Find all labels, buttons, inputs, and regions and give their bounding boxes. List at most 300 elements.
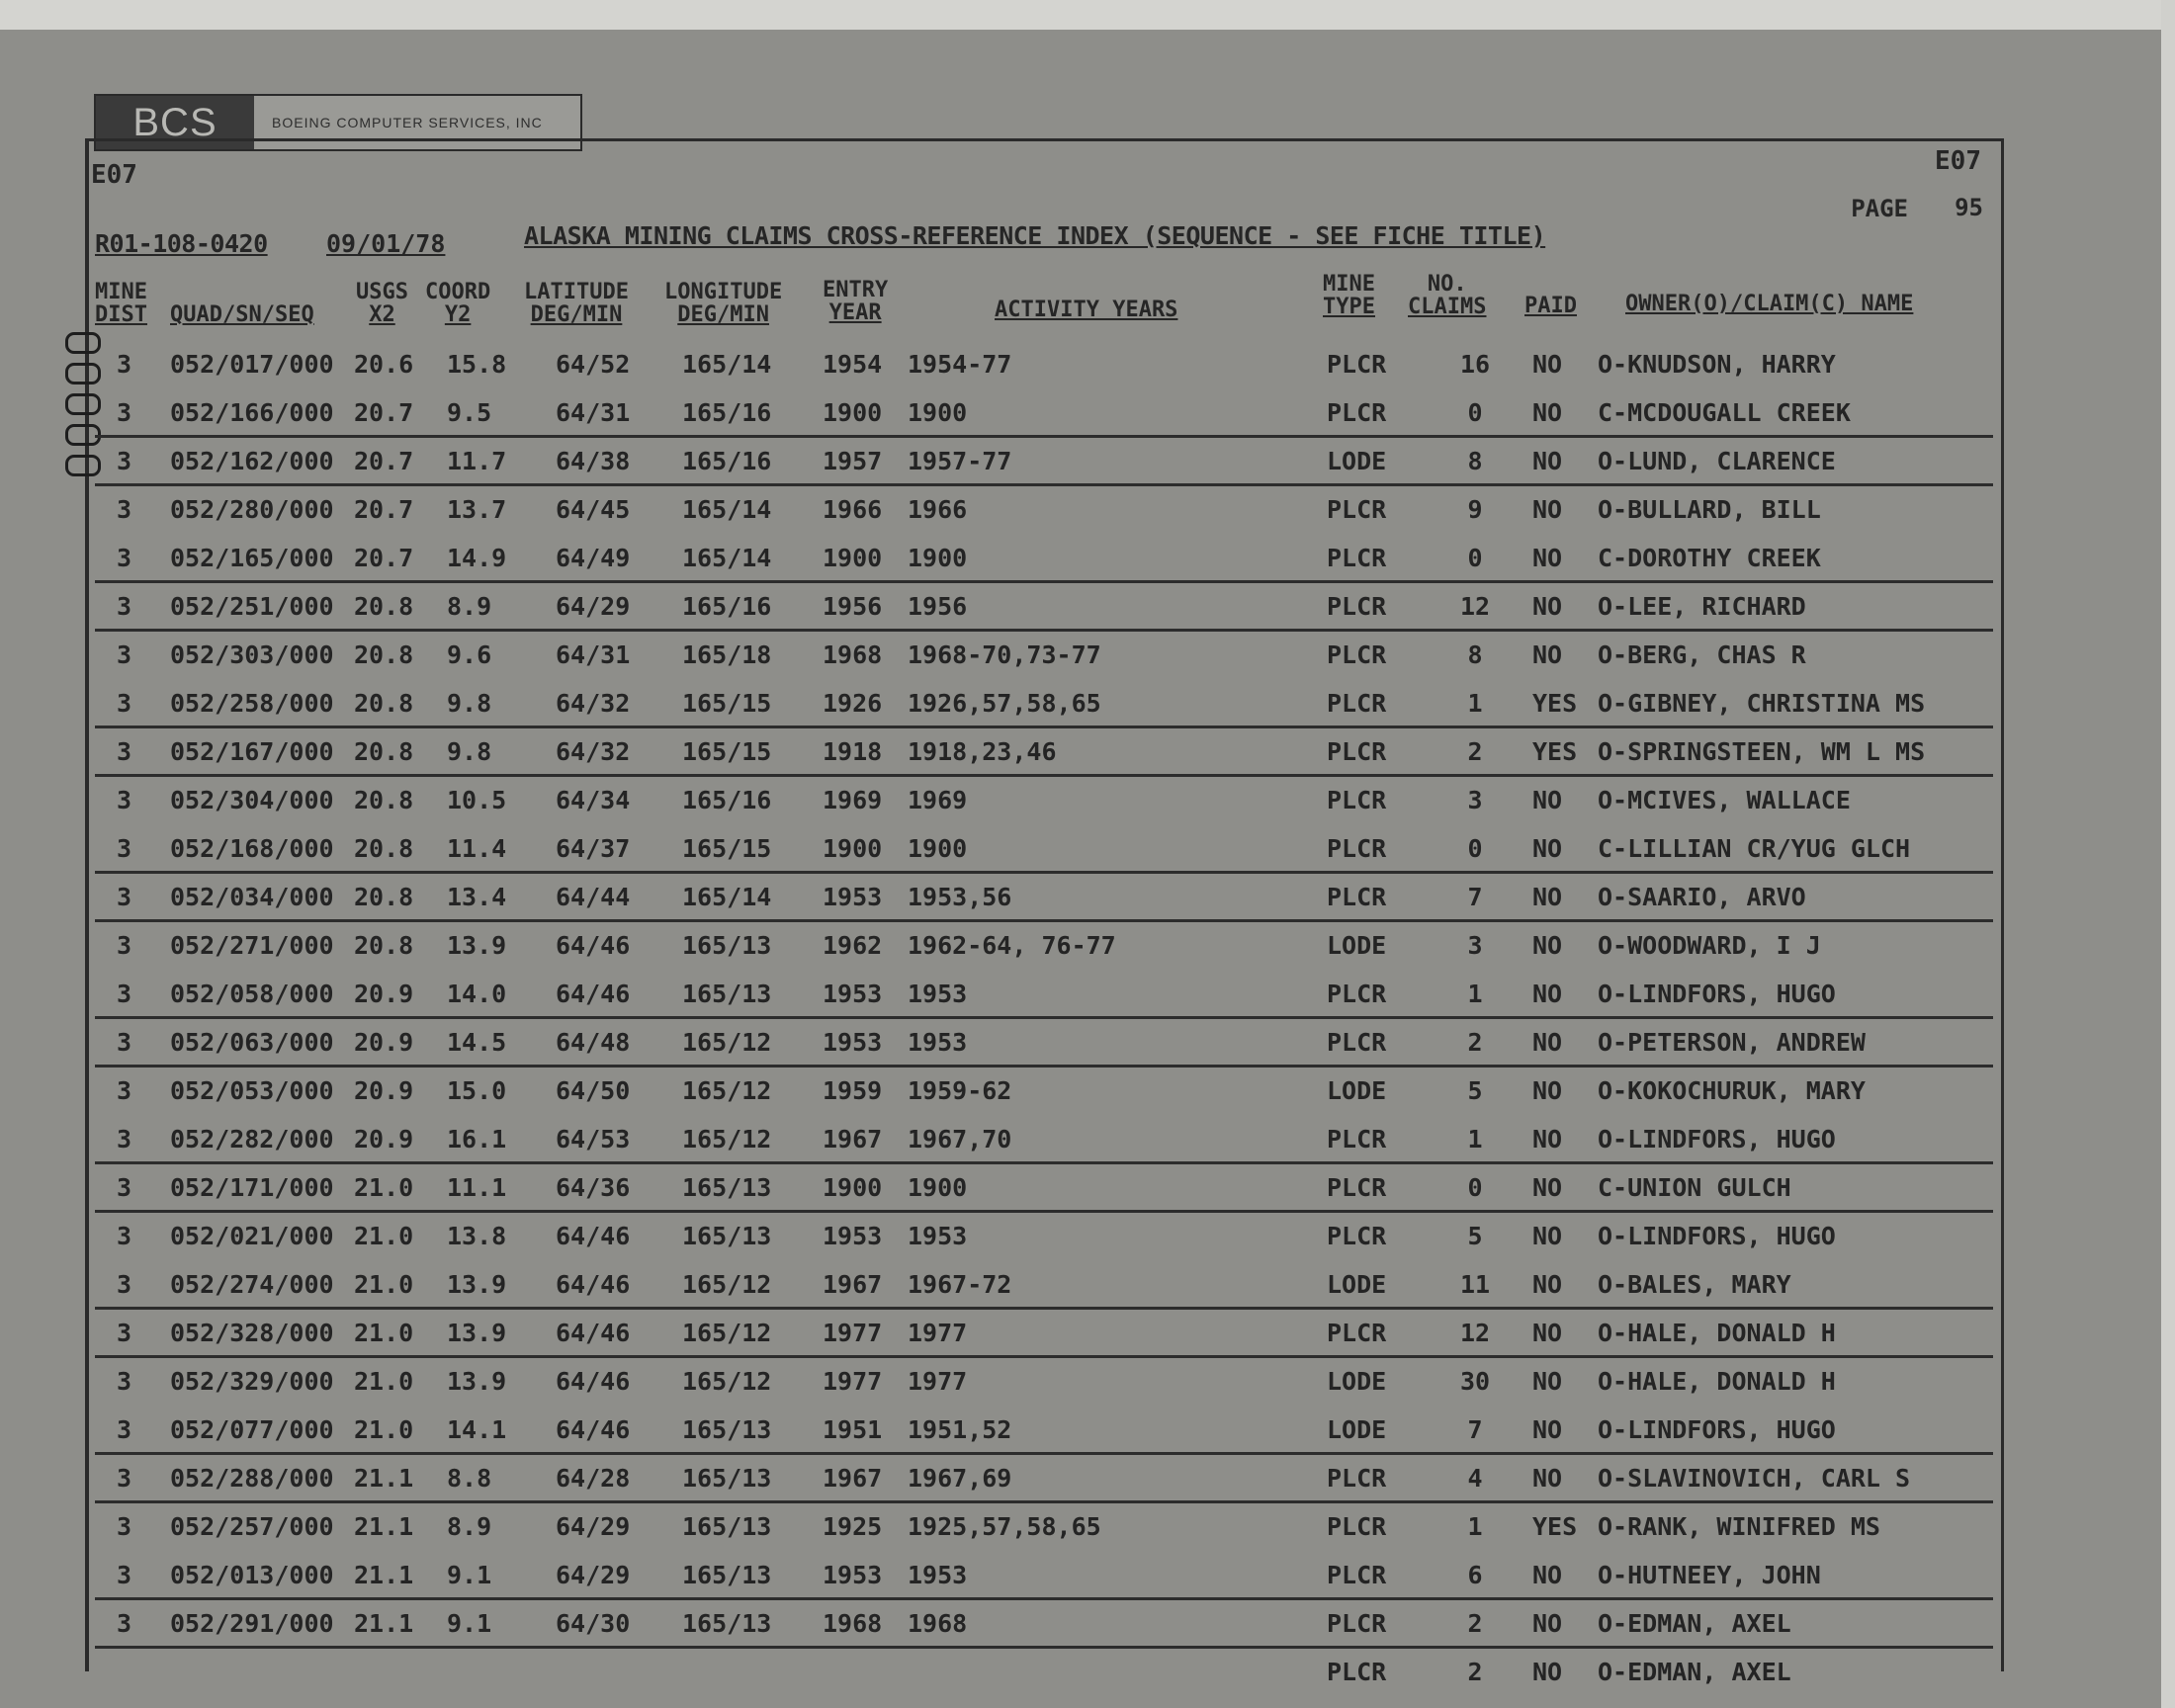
coord-y-cell: 10.5 [447, 786, 507, 814]
paid-cell: NO [1532, 544, 1563, 572]
quad-cell: 052/021/000 [170, 1222, 334, 1250]
owner-name-cell: C-DOROTHY CREEK [1598, 544, 1821, 572]
col-header-usgs-x: USGS X2 [356, 280, 408, 327]
usgs-x-cell: 20.8 [354, 834, 414, 863]
coord-y-cell: 8.9 [447, 592, 492, 621]
latitude-cell: 64/44 [556, 883, 631, 911]
col-header-owner: OWNER(O)/CLAIM(C) NAME [1625, 292, 1914, 316]
table-row [95, 1355, 1993, 1404]
usgs-x-cell: 21.1 [354, 1464, 414, 1493]
entry-year-cell: 1900 [823, 398, 883, 427]
claims-count-cell: 0 [1467, 398, 1483, 427]
coord-y-cell: 13.8 [447, 1222, 507, 1250]
mine-dist-cell: 3 [117, 1125, 132, 1153]
mine-type-cell: PLCR [1327, 834, 1387, 863]
entry-year-cell: 1969 [823, 786, 883, 814]
claims-count-cell: 0 [1467, 544, 1483, 572]
longitude-cell: 165/12 [682, 1319, 772, 1347]
owner-name-cell: O-MCIVES, WALLACE [1598, 786, 1851, 814]
coord-y-cell: 11.1 [447, 1173, 507, 1202]
coord-y-cell: 11.7 [447, 447, 507, 475]
owner-name-cell: O-PETERSON, ANDREW [1598, 1028, 1866, 1057]
latitude-cell: 64/32 [556, 689, 631, 718]
table-row [95, 1161, 1993, 1213]
coord-y-cell: 13.4 [447, 883, 507, 911]
claims-count-cell: 30 [1459, 1367, 1491, 1396]
coord-y-cell: 8.8 [447, 1464, 492, 1493]
table-row [95, 580, 1993, 632]
quad-cell: 052/288/000 [170, 1464, 334, 1493]
paid-cell: NO [1532, 883, 1563, 911]
paid-cell: NO [1532, 1125, 1563, 1153]
paid-cell: NO [1532, 786, 1563, 814]
usgs-x-cell: 20.7 [354, 398, 414, 427]
quad-cell: 052/013/000 [170, 1561, 334, 1589]
owner-name-cell: C-LILLIAN CR/YUG GLCH [1598, 834, 1911, 863]
table-row [95, 726, 1993, 777]
paid-cell: NO [1532, 1561, 1563, 1589]
owner-name-cell: O-KNUDSON, HARRY [1598, 350, 1836, 379]
mine-dist-cell: 3 [117, 495, 132, 524]
entry-year-cell: 1962 [823, 931, 883, 960]
activity-years-cell: 1968-70,73-77 [908, 640, 1101, 669]
film-edge-right [2161, 0, 2175, 1708]
activity-years-cell: 1925,57,58,65 [908, 1512, 1101, 1541]
table-row [95, 1597, 1993, 1649]
usgs-x-cell: 21.0 [354, 1173, 414, 1202]
activity-years-cell: 1966 [908, 495, 968, 524]
table-row [95, 483, 1993, 532]
longitude-cell: 165/12 [682, 1367, 772, 1396]
activity-years-cell: 1951,52 [908, 1415, 1012, 1444]
table-row [95, 871, 1993, 922]
longitude-cell: 165/12 [682, 1076, 772, 1105]
activity-years-cell: 1918,23,46 [908, 737, 1057, 766]
claims-count-cell: 1 [1467, 1125, 1483, 1153]
report-date: 09/01/78 [326, 229, 446, 258]
owner-name-cell: O-LINDFORS, HUGO [1598, 980, 1836, 1008]
table-row [95, 386, 1993, 438]
mine-type-cell: PLCR [1327, 1319, 1387, 1347]
mine-dist-cell: 3 [117, 1512, 132, 1541]
quad-cell: 052/282/000 [170, 1125, 334, 1153]
logo-mark: BCS [96, 96, 254, 149]
claims-count-cell: 8 [1467, 447, 1483, 475]
quad-cell: 052/251/000 [170, 592, 334, 621]
quad-cell: 052/329/000 [170, 1367, 334, 1396]
claims-count-cell: 2 [1467, 1658, 1483, 1686]
claims-count-cell: 5 [1467, 1222, 1483, 1250]
claims-count-cell: 2 [1467, 1028, 1483, 1057]
coord-y-cell: 13.9 [447, 1270, 507, 1299]
entry-year-cell: 1953 [823, 883, 883, 911]
paid-cell: YES [1532, 1512, 1578, 1541]
latitude-cell: 64/28 [556, 1464, 631, 1493]
entry-year-cell: 1967 [823, 1270, 883, 1299]
latitude-cell: 64/53 [556, 1125, 631, 1153]
longitude-cell: 165/14 [682, 883, 772, 911]
longitude-cell: 165/13 [682, 1415, 772, 1444]
quad-cell: 052/280/000 [170, 495, 334, 524]
owner-name-cell: O-LUND, CLARENCE [1598, 447, 1836, 475]
table-row [95, 1404, 1993, 1455]
paid-cell: NO [1532, 1028, 1563, 1057]
page-number: 95 [1955, 194, 1983, 221]
table-row [95, 1307, 1993, 1358]
mine-dist-cell: 3 [117, 1464, 132, 1493]
paid-cell: NO [1532, 1076, 1563, 1105]
mine-dist-cell: 3 [117, 592, 132, 621]
table-row [95, 677, 1993, 728]
entry-year-cell: 1953 [823, 1222, 883, 1250]
mine-dist-cell: 3 [117, 1173, 132, 1202]
entry-year-cell: 1954 [823, 350, 883, 379]
table-row [95, 1646, 1993, 1694]
usgs-x-cell: 20.8 [354, 737, 414, 766]
report-title: ALASKA MINING CLAIMS CROSS-REFERENCE INDEX (SEQUENCE - SEE FICHE TITLE) [524, 221, 1546, 250]
owner-name-cell: O-LINDFORS, HUGO [1598, 1125, 1836, 1153]
coord-y-cell: 9.1 [447, 1609, 492, 1638]
claims-count-cell: 12 [1459, 592, 1491, 621]
coord-y-cell: 14.1 [447, 1415, 507, 1444]
mine-type-cell: PLCR [1327, 1464, 1387, 1493]
owner-name-cell: O-KOKOCHURUK, MARY [1598, 1076, 1866, 1105]
mine-type-cell: PLCR [1327, 544, 1387, 572]
paid-cell: NO [1532, 1415, 1563, 1444]
activity-years-cell: 1900 [908, 398, 968, 427]
claims-count-cell: 8 [1467, 640, 1483, 669]
latitude-cell: 64/30 [556, 1609, 631, 1638]
usgs-x-cell: 20.8 [354, 689, 414, 718]
mine-dist-cell: 3 [117, 1561, 132, 1589]
mine-type-cell: PLCR [1327, 1561, 1387, 1589]
mine-dist-cell: 3 [117, 1609, 132, 1638]
col-header-entry-year: ENTRY YEAR [823, 278, 889, 325]
activity-years-cell: 1977 [908, 1367, 968, 1396]
claims-count-cell: 0 [1467, 834, 1483, 863]
table-row [95, 919, 1993, 968]
usgs-x-cell: 21.0 [354, 1367, 414, 1396]
latitude-cell: 64/34 [556, 786, 631, 814]
table-row [95, 822, 1993, 874]
latitude-cell: 64/48 [556, 1028, 631, 1057]
quad-cell: 052/274/000 [170, 1270, 334, 1299]
mine-dist-cell: 3 [117, 1270, 132, 1299]
activity-years-cell: 1953 [908, 980, 968, 1008]
mine-dist-cell: 3 [117, 1319, 132, 1347]
entry-year-cell: 1959 [823, 1076, 883, 1105]
owner-name-cell: C-UNION GULCH [1598, 1173, 1791, 1202]
table-row [95, 968, 1993, 1019]
activity-years-cell: 1900 [908, 834, 968, 863]
fiche-code-left: E07 [91, 160, 137, 190]
paid-cell: NO [1532, 1319, 1563, 1347]
entry-year-cell: 1951 [823, 1415, 883, 1444]
paid-cell: NO [1532, 834, 1563, 863]
usgs-x-cell: 21.1 [354, 1512, 414, 1541]
table-row [95, 1258, 1993, 1310]
latitude-cell: 64/46 [556, 1270, 631, 1299]
activity-years-cell: 1967,70 [908, 1125, 1012, 1153]
mine-type-cell: LODE [1327, 447, 1387, 475]
longitude-cell: 165/13 [682, 1464, 772, 1493]
longitude-cell: 165/14 [682, 495, 772, 524]
entry-year-cell: 1977 [823, 1319, 883, 1347]
usgs-x-cell: 20.9 [354, 980, 414, 1008]
coord-y-cell: 8.9 [447, 1512, 492, 1541]
paid-cell: NO [1532, 592, 1563, 621]
latitude-cell: 64/31 [556, 398, 631, 427]
owner-name-cell: C-MCDOUGALL CREEK [1598, 398, 1851, 427]
mine-dist-cell: 3 [117, 1367, 132, 1396]
quad-cell: 052/171/000 [170, 1173, 334, 1202]
longitude-cell: 165/13 [682, 1222, 772, 1250]
usgs-x-cell: 20.8 [354, 931, 414, 960]
claims-count-cell: 5 [1467, 1076, 1483, 1105]
usgs-x-cell: 20.9 [354, 1125, 414, 1153]
paid-cell: NO [1532, 640, 1563, 669]
owner-name-cell: O-SAARIO, ARVO [1598, 883, 1806, 911]
owner-name-cell: O-BULLARD, BILL [1598, 495, 1821, 524]
longitude-cell: 165/14 [682, 544, 772, 572]
paid-cell: YES [1532, 737, 1578, 766]
page-label: PAGE [1851, 195, 1908, 222]
paid-cell: NO [1532, 447, 1563, 475]
claims-count-cell: 1 [1467, 980, 1483, 1008]
mine-dist-cell: 3 [117, 447, 132, 475]
mine-type-cell: LODE [1327, 1270, 1387, 1299]
latitude-cell: 64/46 [556, 1222, 631, 1250]
quad-cell: 052/291/000 [170, 1609, 334, 1638]
longitude-cell: 165/16 [682, 786, 772, 814]
activity-years-cell: 1957-77 [908, 447, 1012, 475]
quad-cell: 052/034/000 [170, 883, 334, 911]
mine-dist-cell: 3 [117, 980, 132, 1008]
col-header-latitude: LATITUDE DEG/MIN [524, 280, 629, 327]
latitude-cell: 64/46 [556, 980, 631, 1008]
owner-name-cell: O-HUTNEEY, JOHN [1598, 1561, 1821, 1589]
longitude-cell: 165/16 [682, 592, 772, 621]
longitude-cell: 165/13 [682, 980, 772, 1008]
owner-name-cell: O-WOODWARD, I J [1598, 931, 1821, 960]
paid-cell: NO [1532, 1658, 1563, 1686]
col-header-mine-dist: MINE DIST [95, 280, 147, 327]
latitude-cell: 64/45 [556, 495, 631, 524]
coord-y-cell: 9.1 [447, 1561, 492, 1589]
activity-years-cell: 1953 [908, 1561, 968, 1589]
activity-years-cell: 1900 [908, 1173, 968, 1202]
owner-name-cell: O-LINDFORS, HUGO [1598, 1415, 1836, 1444]
mine-type-cell: PLCR [1327, 495, 1387, 524]
report-id: R01-108-0420 [95, 229, 268, 258]
longitude-cell: 165/13 [682, 931, 772, 960]
mine-dist-cell: 3 [117, 737, 132, 766]
activity-years-cell: 1953,56 [908, 883, 1012, 911]
entry-year-cell: 1900 [823, 1173, 883, 1202]
owner-name-cell: O-RANK, WINIFRED MS [1598, 1512, 1880, 1541]
latitude-cell: 64/52 [556, 350, 631, 379]
paid-cell: NO [1532, 398, 1563, 427]
usgs-x-cell: 20.9 [354, 1028, 414, 1057]
usgs-x-cell: 20.6 [354, 350, 414, 379]
entry-year-cell: 1968 [823, 1609, 883, 1638]
latitude-cell: 64/29 [556, 1561, 631, 1589]
mine-dist-cell: 3 [117, 1415, 132, 1444]
owner-name-cell: O-HALE, DONALD H [1598, 1367, 1836, 1396]
paid-cell: NO [1532, 350, 1563, 379]
claims-count-cell: 3 [1467, 931, 1483, 960]
latitude-cell: 64/49 [556, 544, 631, 572]
quad-cell: 052/271/000 [170, 931, 334, 960]
mine-type-cell: PLCR [1327, 1173, 1387, 1202]
mine-dist-cell: 3 [117, 786, 132, 814]
mine-dist-cell: 3 [117, 689, 132, 718]
owner-name-cell: O-EDMAN, AXEL [1598, 1658, 1791, 1686]
claims-count-cell: 12 [1459, 1319, 1491, 1347]
claims-count-cell: 2 [1467, 1609, 1483, 1638]
entry-year-cell: 1953 [823, 1561, 883, 1589]
claims-count-cell: 7 [1467, 883, 1483, 911]
table-row [95, 435, 1993, 486]
mine-dist-cell: 3 [117, 640, 132, 669]
activity-years-cell: 1968 [908, 1609, 968, 1638]
paid-cell: YES [1532, 689, 1578, 718]
owner-name-cell: O-BALES, MARY [1598, 1270, 1791, 1299]
entry-year-cell: 1967 [823, 1464, 883, 1493]
col-header-paid: PAID [1524, 294, 1577, 318]
claims-count-cell: 1 [1467, 1512, 1483, 1541]
activity-years-cell: 1967,69 [908, 1464, 1012, 1493]
mine-dist-cell: 3 [117, 544, 132, 572]
latitude-cell: 64/46 [556, 1367, 631, 1396]
table-row [95, 1065, 1993, 1113]
mine-type-cell: PLCR [1327, 640, 1387, 669]
claims-count-cell: 1 [1467, 689, 1483, 718]
coord-y-cell: 9.8 [447, 737, 492, 766]
quad-cell: 052/058/000 [170, 980, 334, 1008]
usgs-x-cell: 20.8 [354, 640, 414, 669]
quad-cell: 052/017/000 [170, 350, 334, 379]
usgs-x-cell: 20.8 [354, 786, 414, 814]
latitude-cell: 64/32 [556, 737, 631, 766]
activity-years-cell: 1959-62 [908, 1076, 1012, 1105]
latitude-cell: 64/46 [556, 931, 631, 960]
coord-y-cell: 9.5 [447, 398, 492, 427]
activity-years-cell: 1926,57,58,65 [908, 689, 1101, 718]
mine-dist-cell: 3 [117, 1028, 132, 1057]
activity-years-cell: 1956 [908, 592, 968, 621]
owner-name-cell: O-EDMAN, AXEL [1598, 1609, 1791, 1638]
longitude-cell: 165/15 [682, 689, 772, 718]
latitude-cell: 64/46 [556, 1319, 631, 1347]
longitude-cell: 165/12 [682, 1028, 772, 1057]
mine-type-cell: PLCR [1327, 398, 1387, 427]
longitude-cell: 165/13 [682, 1512, 772, 1541]
col-header-coord-y: COORD Y2 [425, 280, 491, 327]
quad-cell: 052/063/000 [170, 1028, 334, 1057]
coord-y-cell: 13.9 [447, 1319, 507, 1347]
longitude-cell: 165/15 [682, 834, 772, 863]
quad-cell: 052/257/000 [170, 1512, 334, 1541]
activity-years-cell: 1969 [908, 786, 968, 814]
activity-years-cell: 1977 [908, 1319, 968, 1347]
quad-cell: 052/328/000 [170, 1319, 334, 1347]
paid-cell: NO [1532, 1173, 1563, 1202]
owner-name-cell: O-GIBNEY, CHRISTINA MS [1598, 689, 1926, 718]
mine-type-cell: PLCR [1327, 1658, 1387, 1686]
mine-type-cell: PLCR [1327, 689, 1387, 718]
col-header-mine-type: MINE TYPE [1323, 272, 1375, 319]
usgs-x-cell: 20.7 [354, 495, 414, 524]
mine-type-cell: PLCR [1327, 786, 1387, 814]
owner-name-cell: O-HALE, DONALD H [1598, 1319, 1836, 1347]
activity-years-cell: 1953 [908, 1028, 968, 1057]
coord-y-cell: 15.8 [447, 350, 507, 379]
table-row [95, 774, 1993, 822]
paid-cell: NO [1532, 1222, 1563, 1250]
mine-type-cell: PLCR [1327, 737, 1387, 766]
coord-y-cell: 15.0 [447, 1076, 507, 1105]
quad-cell: 052/053/000 [170, 1076, 334, 1105]
longitude-cell: 165/15 [682, 737, 772, 766]
table-row [95, 1016, 1993, 1068]
quad-cell: 052/165/000 [170, 544, 334, 572]
latitude-cell: 64/36 [556, 1173, 631, 1202]
entry-year-cell: 1953 [823, 980, 883, 1008]
entry-year-cell: 1900 [823, 834, 883, 863]
entry-year-cell: 1953 [823, 1028, 883, 1057]
quad-cell: 052/166/000 [170, 398, 334, 427]
latitude-cell: 64/46 [556, 1415, 631, 1444]
paid-cell: NO [1532, 1609, 1563, 1638]
usgs-x-cell: 21.0 [354, 1222, 414, 1250]
coord-y-cell: 9.6 [447, 640, 492, 669]
usgs-x-cell: 20.7 [354, 544, 414, 572]
longitude-cell: 165/12 [682, 1125, 772, 1153]
entry-year-cell: 1925 [823, 1512, 883, 1541]
table-row [95, 338, 1993, 386]
col-header-activity: ACTIVITY YEARS [995, 298, 1178, 322]
claims-count-cell: 9 [1467, 495, 1483, 524]
mine-dist-cell: 3 [117, 1076, 132, 1105]
coord-y-cell: 16.1 [447, 1125, 507, 1153]
paid-cell: NO [1532, 1270, 1563, 1299]
claims-count-cell: 4 [1467, 1464, 1483, 1493]
usgs-x-cell: 20.8 [354, 592, 414, 621]
latitude-cell: 64/37 [556, 834, 631, 863]
usgs-x-cell: 21.1 [354, 1609, 414, 1638]
activity-years-cell: 1962-64, 76-77 [908, 931, 1116, 960]
mine-dist-cell: 3 [117, 350, 132, 379]
activity-years-cell: 1967-72 [908, 1270, 1012, 1299]
film-edge-top [0, 0, 2175, 30]
coord-y-cell: 13.9 [447, 1367, 507, 1396]
activity-years-cell: 1953 [908, 1222, 968, 1250]
entry-year-cell: 1918 [823, 737, 883, 766]
col-header-no-claims: NO. CLAIMS [1408, 272, 1487, 319]
mine-type-cell: PLCR [1327, 1512, 1387, 1541]
activity-years-cell: 1900 [908, 544, 968, 572]
film-sprocket-holes [65, 332, 99, 485]
quad-cell: 052/258/000 [170, 689, 334, 718]
longitude-cell: 165/16 [682, 398, 772, 427]
quad-cell: 052/303/000 [170, 640, 334, 669]
mine-type-cell: PLCR [1327, 1222, 1387, 1250]
longitude-cell: 165/13 [682, 1609, 772, 1638]
owner-name-cell: O-LEE, RICHARD [1598, 592, 1806, 621]
usgs-x-cell: 21.1 [354, 1561, 414, 1589]
entry-year-cell: 1967 [823, 1125, 883, 1153]
